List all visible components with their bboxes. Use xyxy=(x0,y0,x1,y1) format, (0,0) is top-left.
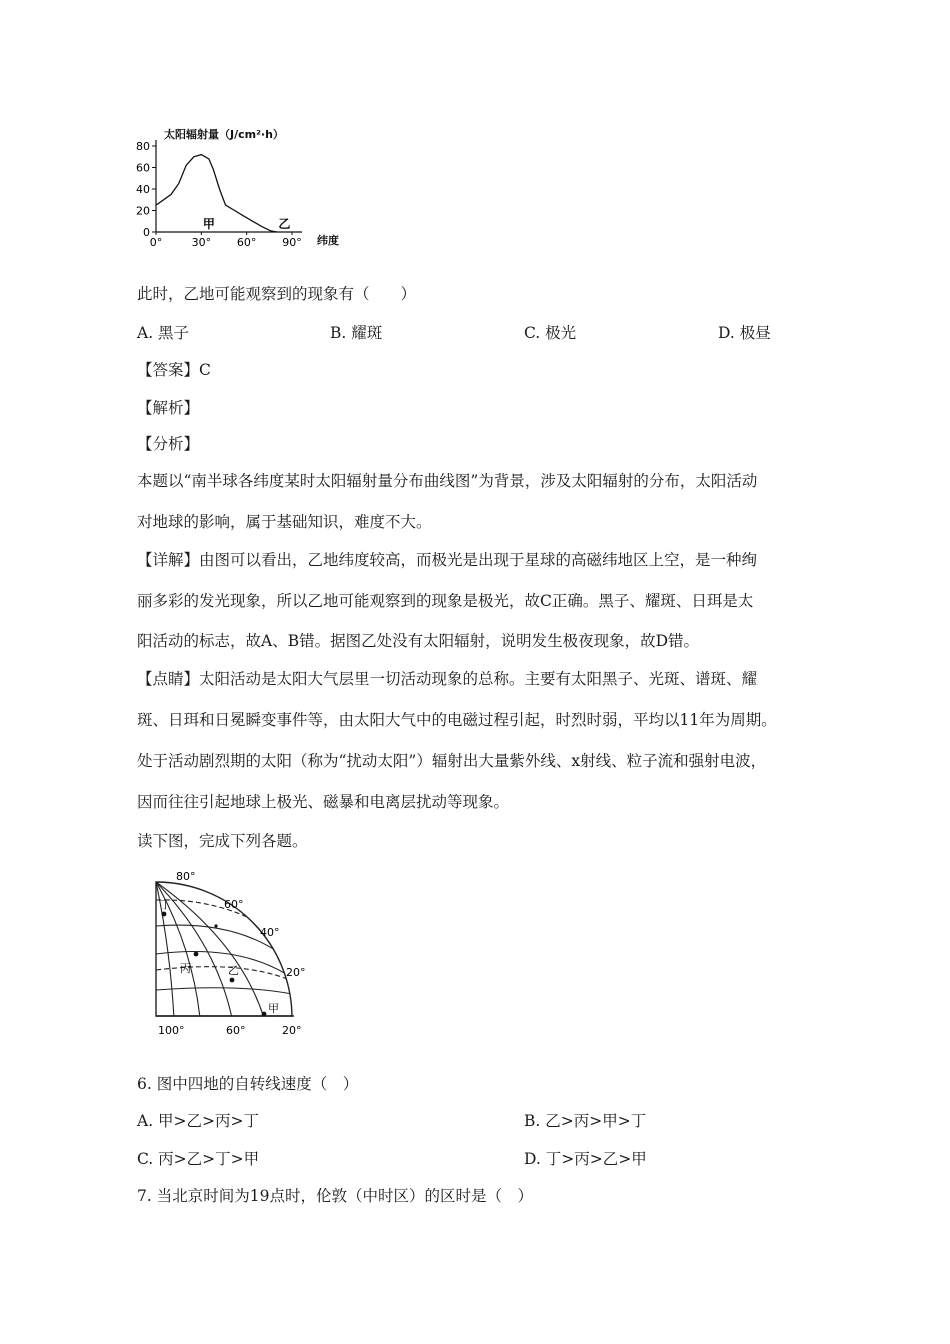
chart-title: 太阳辐射量（J/cm²·h） xyxy=(164,128,284,141)
jiexi-heading: 【解析】 xyxy=(137,399,200,417)
dianjing-line: 处于活动剧烈期的太阳（称为“扰动太阳”）辐射出大量紫外线、x射线、粒子流和强射电波， xyxy=(137,752,767,770)
point-ding xyxy=(162,912,167,917)
point-label-ding: 丁 xyxy=(160,898,171,911)
lat-label-80: 80° xyxy=(176,870,196,883)
dianjing-line: 因而往往引起地球上极光、磁暴和电离层扰动等现象。 xyxy=(137,793,510,811)
y-tick-label: 40 xyxy=(136,183,150,196)
point-small xyxy=(214,924,217,927)
parallel-20-dashed xyxy=(156,967,290,980)
parallel-30 xyxy=(156,952,286,975)
chart-annotation: 甲 xyxy=(202,217,215,231)
graticule-map xyxy=(140,868,320,1040)
q6-option-a[interactable]: A. 甲>乙>丙>丁 xyxy=(137,1112,260,1130)
fenxi-heading: 【分析】 xyxy=(137,435,200,453)
question-6-stem: 6. 图中四地的自转线速度（ ） xyxy=(137,1075,359,1093)
series-line-radiation xyxy=(156,155,277,232)
point-yi xyxy=(230,978,235,983)
lat-label-40: 40° xyxy=(260,926,280,939)
x-tick-label: 90° xyxy=(282,236,302,249)
q6-option-d[interactable]: D. 丁>丙>乙>甲 xyxy=(524,1150,647,1168)
lon-label-60: 60° xyxy=(226,1024,246,1037)
x-tick-label: 60° xyxy=(236,236,257,249)
lon-label-100: 100° xyxy=(158,1024,185,1037)
q6-option-b[interactable]: B. 乙>丙>甲>丁 xyxy=(524,1112,647,1130)
point-label-bing: 丙 xyxy=(180,962,191,975)
chart-annotation: 乙 xyxy=(278,217,291,231)
detail-line: 丽多彩的发光现象，所以乙地可能观察到的现象是极光，故C正确。黑子、耀斑、日珥是太 xyxy=(137,592,754,610)
y-tick-label: 80 xyxy=(136,140,150,153)
reading-instruction: 读下图，完成下列各题。 xyxy=(137,832,308,850)
question-7-stem: 7. 当北京时间为19点时，伦敦（中时区）的区时是（ ） xyxy=(137,1187,533,1205)
y-tick-label: 60 xyxy=(136,161,150,175)
analysis-line: 本题以“南半球各纬度某时太阳辐射量分布曲线图”为背景，涉及太阳辐射的分布，太阳活动 xyxy=(137,472,758,490)
point-label-jia: 甲 xyxy=(268,1002,279,1015)
answer-line: 【答案】C xyxy=(137,361,211,379)
dianjing-line: 斑、日珥和日冕瞬变事件等，由太阳大气中的电磁过程引起，时烈时弱，平均以11年为周期。 xyxy=(137,711,777,729)
x-axis-label: 纬度 xyxy=(317,234,339,247)
y-tick-label: 20 xyxy=(136,204,150,218)
dianjing-line: 【点睛】太阳活动是太阳大气层里一切活动现象的总称。主要有太阳黑子、光斑、谱斑、耀 xyxy=(137,670,758,688)
detail-line: 【详解】由图可以看出，乙地纬度较高，而极光是出现于星球的高磁纬地区上空，是一种绚 xyxy=(137,551,758,569)
q5-option-a[interactable]: A. 黑子 xyxy=(137,324,190,342)
y-tick-label: 0 xyxy=(143,226,150,239)
point-bing xyxy=(194,952,199,957)
q5-option-d[interactable]: D. 极昼 xyxy=(718,324,771,342)
x-tick-label: 0° xyxy=(149,236,163,249)
lat-label-60: 60° xyxy=(224,898,244,911)
q5-option-b[interactable]: B. 耀斑 xyxy=(330,324,383,342)
solar-radiation-chart xyxy=(130,122,360,252)
q6-option-c[interactable]: C. 丙>乙>丁>甲 xyxy=(137,1150,260,1168)
analysis-line: 对地球的影响，属于基础知识，难度不大。 xyxy=(137,513,432,531)
detail-line: 阳活动的标志，故A、B错。据图乙处没有太阳辐射，说明发生极夜现象，故D错。 xyxy=(137,632,700,650)
lat-label-20: 20° xyxy=(286,966,306,979)
point-jia xyxy=(262,1012,267,1017)
point-label-yi: 乙 xyxy=(228,964,239,977)
q5-option-c[interactable]: C. 极光 xyxy=(524,324,577,342)
question-5-stem: 此时，乙地可能观察到的现象有（ ） xyxy=(137,285,417,303)
x-tick-label: 30° xyxy=(191,236,212,249)
lon-label-20: 20° xyxy=(282,1024,302,1037)
